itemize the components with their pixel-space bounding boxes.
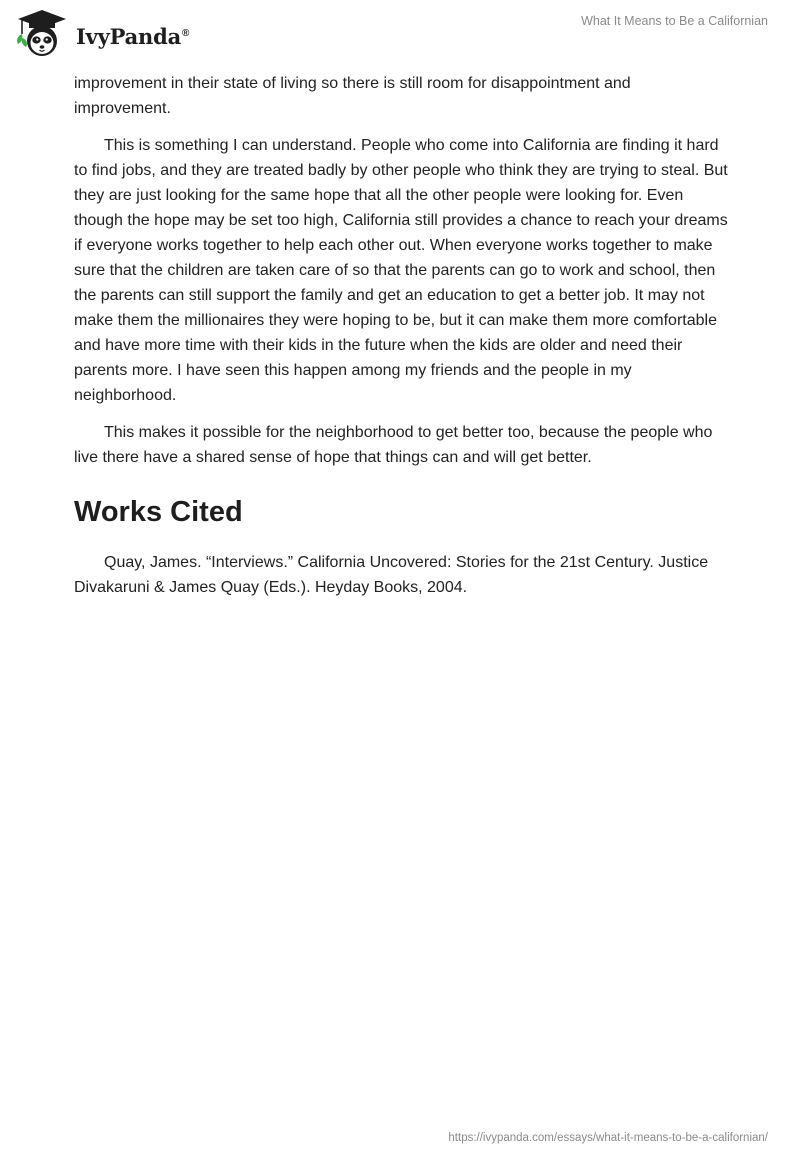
page-header <box>0 0 800 70</box>
brand-name-text: IvyPanda <box>76 23 182 49</box>
panda-graduate-icon <box>14 8 70 60</box>
source-url[interactable]: https://ivypanda.com/essays/what-it-means-to-be-a-californian/ <box>448 1132 768 1144</box>
citation-entry: Quay, James. “Interviews.” California Uncovered: Stories for the 21st Century. Justice Divakaruni & James Quay (Eds.). Heyday Books, 2004. <box>74 554 709 596</box>
works-cited-heading: Works Cited <box>74 496 243 528</box>
essay-content <box>74 71 728 612</box>
running-title: What It Means to Be a Californian <box>581 14 768 28</box>
body-paragraph: This is something I can understand. People who come into California are finding it hard to find jobs, and they are treated badly by other people who think they are trying to steal. But they are just looking for the same hope that all the other people were looking for. Even though the hope may be set too high, California still provides a chance to reach your dreams if everyone works together to help each other out. When everyone works together to make sure that the children are taken care of so that the parents can go to work and school, then the parents can still support the family and get an education to get a better job. It may not make them the millionaires they were hoping to be, but it can make them more comfortable and have more time with their kids in the future when the kids are older and need their parents more. I have seen this happen among my friends and the people in my neighborhood. <box>74 137 728 404</box>
brand-name <box>76 24 189 49</box>
body-paragraph: This makes it possible for the neighborhood to get better too, because the people who live there have a shared sense of hope that things can and will get better. <box>74 424 713 466</box>
body-paragraph: improvement in their state of living so there is still room for disappointment and improvement. <box>74 75 631 117</box>
ivypanda-logo[interactable] <box>14 8 189 60</box>
registered-mark: ® <box>182 27 190 39</box>
